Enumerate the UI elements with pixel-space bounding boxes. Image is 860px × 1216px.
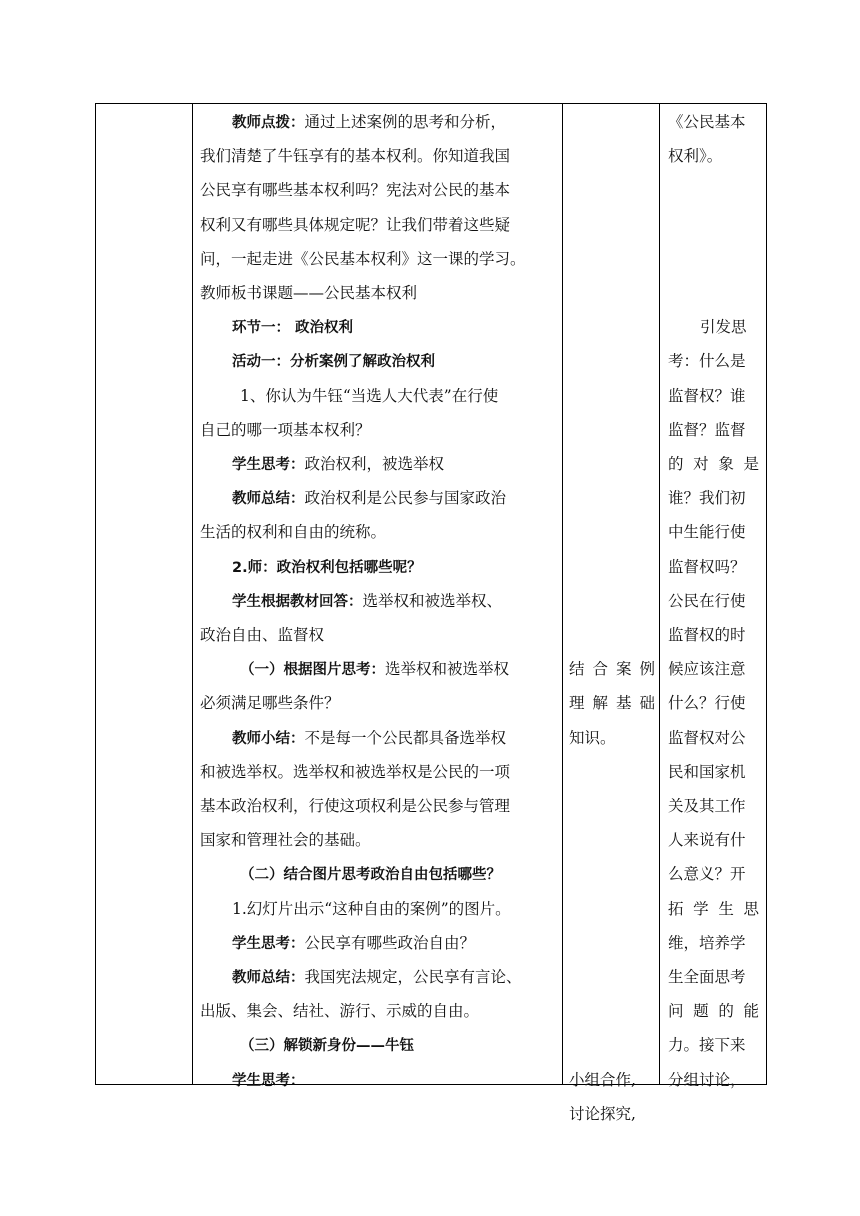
bold-label: 教师总结： — [232, 970, 305, 986]
main-text-line — [200, 796, 510, 816]
bold-label: 学生思考： — [232, 1072, 305, 1089]
side-text-line: 引发思 — [700, 318, 747, 337]
main-text-line — [232, 899, 511, 919]
text-run: 国家和管理社会的基础。 — [200, 831, 371, 850]
main-text-line — [232, 967, 522, 988]
main-text-line — [232, 557, 422, 578]
main-text-line — [200, 625, 324, 645]
main-text-line — [240, 864, 501, 885]
main-text-line — [200, 420, 371, 440]
text-run: 1、你认为牛钰“当选人大代表”在行使 — [240, 386, 499, 405]
side-text-line: 谁？我们初 — [668, 489, 746, 508]
main-text-line — [200, 283, 417, 303]
side-text-line: 监督权的时 — [668, 626, 746, 644]
main-text-line — [232, 591, 502, 612]
side-text-line: 候应该注意 — [668, 660, 746, 679]
text-run: 基本政治权利，行使这项权利是公民参与管理 — [200, 797, 511, 815]
bold-label: 2.师：政治权利包括哪些呢？ — [232, 559, 422, 576]
side-text-line: 的 对 象 是 — [668, 455, 759, 473]
text-run: 生活的权利和自由的统称。 — [200, 523, 387, 542]
side-text-line: 监督？监督 — [668, 420, 746, 439]
side-text-line: 问 题 的 能 — [668, 1002, 759, 1021]
main-text-line — [232, 488, 506, 509]
side-text-line: 拓 学 生 思 — [668, 899, 759, 918]
side-text-line: 考：什么是 — [668, 352, 746, 371]
notes-column — [668, 104, 759, 1089]
text-run: 权利又有哪些具体规定呢？让我们带着这些疑 — [200, 215, 511, 234]
main-text-line — [200, 830, 371, 850]
main-text-line — [200, 762, 510, 782]
side-text-line: 监督权吗？ — [668, 557, 746, 576]
column-divider — [659, 104, 660, 1084]
text-run: 通过上述案例的思考和分析， — [304, 113, 507, 131]
text-run: 出版、集会、结社、游行、示威的自由。 — [200, 1002, 480, 1021]
text-run: 1.幻灯片出示“这种自由的案例”的图片。 — [232, 899, 511, 918]
text-run: 公民享有哪些政治自由？ — [304, 933, 476, 952]
side-text-line: 公民在行使 — [668, 591, 746, 610]
main-text-line — [200, 146, 510, 166]
bold-label: 教师小结： — [232, 730, 305, 747]
bold-label: 学生思考： — [232, 935, 305, 952]
main-text-line — [200, 249, 526, 269]
text-run: 自己的哪一项基本权利？ — [200, 420, 371, 439]
bold-label: 活动一：分析案例了解政治权利 — [232, 354, 435, 371]
text-run: 政治权利是公民参与国家政治 — [304, 489, 507, 508]
side-text-line: 民和国家机 — [668, 762, 746, 781]
text-run: 政治权利，被选举权 — [304, 455, 445, 473]
side-text-line: 中生能行使 — [668, 523, 746, 542]
side-text-line: 《公民基本 — [668, 113, 746, 131]
side-text-line: 么意义？开 — [668, 865, 746, 884]
design-intent-column — [569, 104, 655, 1123]
text-run: 不是每一个公民都具备选举权 — [304, 728, 507, 747]
text-run: 公民享有哪些基本权利吗？宪法对公民的基本 — [200, 181, 511, 200]
text-run: 选举权和被选举权、 — [362, 591, 503, 610]
side-text-line: 知识。 — [569, 728, 616, 747]
main-text-line — [232, 1070, 305, 1091]
column-divider — [562, 104, 563, 1084]
bold-label: （一）根据图片思考： — [240, 662, 385, 679]
main-text-line — [200, 693, 340, 713]
side-text-line: 结 合 案 例 — [569, 660, 655, 679]
main-text-line — [200, 522, 386, 542]
main-text-line — [240, 1035, 414, 1056]
side-text-line: 人来说有什 — [668, 831, 746, 850]
bold-label: 学生根据教材回答： — [232, 593, 363, 610]
text-run: 我们清楚了牛钰享有的基本权利。你知道我国 — [200, 147, 511, 166]
bold-label: 学生思考： — [232, 457, 305, 473]
text-run: 政治自由、监督权 — [200, 626, 325, 644]
bold-label: 教师点拨： — [232, 115, 305, 131]
main-text-line — [232, 112, 506, 133]
lesson-plan-table — [95, 103, 767, 1123]
main-text-line — [200, 180, 510, 200]
main-text-line — [232, 351, 435, 372]
side-text-line: 小组合作, — [569, 1070, 636, 1089]
side-text-line: 关及其工作 — [668, 797, 746, 815]
side-text-line: 什么？行使 — [668, 694, 746, 713]
side-text-line: 生全面思考 — [668, 968, 746, 986]
text-run: 必须满足哪些条件？ — [200, 694, 340, 713]
text-run: 和被选举权。选举权和被选举权是公民的一项 — [200, 762, 511, 781]
main-text-line — [232, 933, 475, 954]
main-text-line — [200, 215, 510, 235]
main-text-line — [240, 386, 498, 406]
column-divider — [192, 104, 193, 1084]
bold-label: （二）结合图片思考政治自由包括哪些？ — [240, 867, 501, 884]
side-text-line: 监督权对公 — [668, 728, 746, 747]
side-text-line: 力。接下来 — [668, 1036, 746, 1055]
bold-label: 教师总结： — [232, 491, 305, 508]
bold-label: （三）解锁新身份——牛钰 — [240, 1038, 414, 1055]
side-text-line: 讨论探究, — [569, 1104, 636, 1123]
bold-label: 环节一： 政治权利 — [232, 320, 354, 337]
main-text-line — [240, 659, 509, 680]
text-run: 教师板书课题——公民基本权利 — [200, 284, 418, 302]
side-text-line: 权利》。 — [668, 147, 723, 166]
text-run: 问，一起走进《公民基本权利》这一课的学习。 — [200, 249, 526, 268]
side-text-line: 维，培养学 — [668, 933, 746, 952]
side-text-line: 监督权？谁 — [668, 386, 746, 405]
main-text-line — [232, 317, 353, 338]
main-text-line — [200, 1001, 479, 1021]
side-text-line: 分组讨论， — [668, 1070, 746, 1089]
text-run: 我国宪法规定，公民享有言论、 — [304, 968, 522, 986]
teaching-process-column — [200, 104, 558, 1089]
text-run: 选举权和被选举权 — [385, 660, 510, 679]
side-text-line: 理 解 基 础 — [569, 694, 655, 713]
main-text-line — [232, 728, 506, 749]
main-text-line — [232, 454, 444, 475]
